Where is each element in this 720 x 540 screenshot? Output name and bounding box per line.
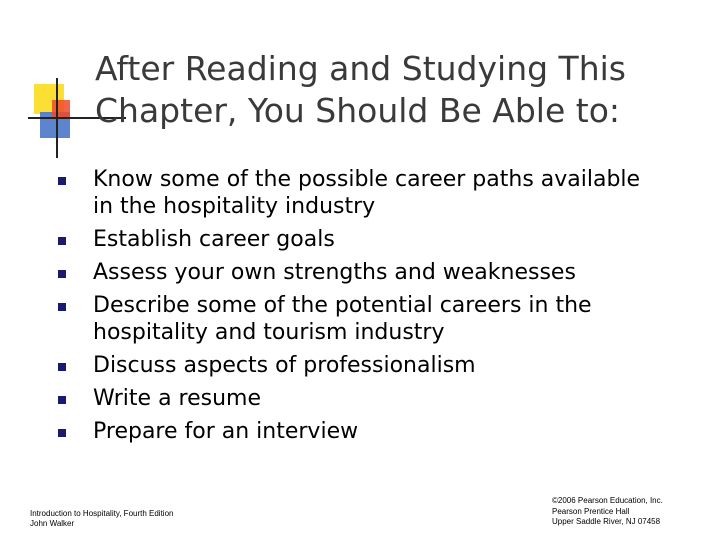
slide-title-line-1: After Reading and Studying This (95, 49, 626, 88)
list-item-line: Prepare for an interview (93, 419, 359, 444)
square-bullet-icon (58, 429, 66, 437)
list-item-line: Assess your own strengths and weaknesses (93, 260, 576, 285)
list-item-line: Describe some of the potential careers in the (93, 293, 592, 318)
square-bullet-icon (58, 303, 66, 311)
list-item (55, 166, 695, 220)
list-item-line: Know some of the possible career paths available (93, 167, 641, 192)
footer-book-info (30, 509, 173, 529)
decor-red-square (52, 100, 70, 118)
slide-title (95, 48, 705, 132)
square-bullet-icon (58, 177, 66, 185)
list-item (55, 226, 695, 253)
footer-publisher-line: Pearson Prentice Hall (552, 506, 630, 516)
list-item (55, 259, 695, 286)
list-item-line: hospitality and tourism industry (93, 320, 445, 345)
list-item (55, 292, 695, 346)
footer-book-title: Introduction to Hospitality, Fourth Edition (30, 509, 174, 518)
square-bullet-icon (58, 363, 66, 371)
list-item (55, 418, 695, 445)
square-bullet-icon (58, 270, 66, 278)
footer-author: John Walker (30, 519, 75, 528)
list-item (55, 385, 695, 412)
list-item-line: Establish career goals (93, 227, 335, 252)
slide-title-line-2: Chapter, You Should Be Able to: (95, 91, 621, 130)
square-bullet-icon (58, 396, 66, 404)
footer-copyright-line: ©2006 Pearson Education, Inc. (552, 496, 663, 505)
footer-address-line: Upper Saddle River, NJ 07458 (552, 517, 661, 526)
list-item-line: Write a resume (93, 386, 262, 411)
objectives-list (55, 166, 695, 451)
footer-copyright (552, 496, 663, 528)
square-bullet-icon (58, 237, 66, 245)
list-item (55, 352, 695, 379)
list-item-line: in the hospitality industry (93, 194, 376, 219)
list-item-line: Discuss aspects of professionalism (93, 353, 476, 378)
